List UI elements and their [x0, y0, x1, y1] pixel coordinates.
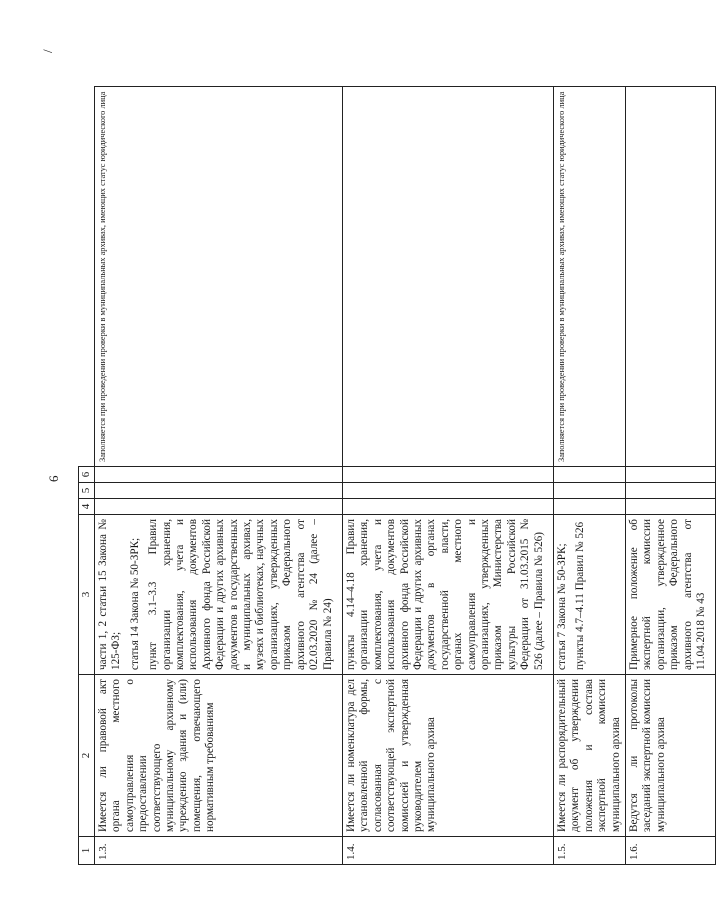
reference-line: пункты 4.7–4.11 Правил № 526	[574, 521, 587, 670]
row-question: Имеется ли номенклатура дел установленной формы, согласованная с соответствующей экспертной комиссией и утвержденная руководителем муниципального архива	[342, 675, 553, 837]
answer-cell-no[interactable]	[554, 483, 626, 499]
row-question: Имеется ли распорядительный документ об утверждении положения и состава экспертной комиссии муниципального архива	[554, 675, 626, 837]
table-row	[626, 87, 716, 865]
reference-line: пункт 3.1–3.3 Правил организации хранения, комплектования, учета и использования документов Архивного фонда Российской Федерации и других архивных документов в государственных и муниципальных архивах, музеях и библиотеках, научных организациях, утвержденных приказом Федерального архивного агентства от 02.03.2020 № 24 (далее – Правила № 24)	[147, 519, 334, 670]
reference-line: статья 7 Закона № 50-ЗРК;	[556, 543, 568, 670]
answer-cell-yes[interactable]	[95, 499, 343, 515]
answer-cell-na[interactable]	[342, 467, 553, 483]
header-cell: 1	[79, 837, 95, 865]
header-spacer	[79, 87, 95, 467]
row-references	[554, 515, 626, 675]
table-row	[342, 87, 553, 865]
header-cell: 6	[79, 467, 95, 483]
header-cell: 4	[79, 499, 95, 515]
row-number: 1.3.	[95, 837, 343, 865]
answer-cell-yes[interactable]	[626, 499, 716, 515]
row-question: Ведутся ли протоколы заседаний экспертной комиссии муниципального архива	[626, 675, 716, 837]
row-number: 1.6.	[626, 837, 716, 865]
answer-cell-na[interactable]	[626, 467, 716, 483]
header-cell: 5	[79, 483, 95, 499]
row-note	[626, 87, 716, 467]
row-question: Имеется ли правовой акт органа местного самоуправления о предоставлении соответствующего муниципальному архивному учреждению здания и (или) помещения, отвечающего нормативным требованиям	[95, 675, 343, 837]
row-note: Заполняется при проведении проверки в муниципальных архивах, имеющих статус юридического лица	[554, 87, 626, 467]
table-row	[554, 87, 626, 865]
row-references	[342, 515, 553, 675]
header-cell: 2	[79, 675, 95, 837]
page-mark: /	[40, 49, 55, 53]
page-number: 6	[46, 475, 61, 482]
row-note	[342, 87, 553, 467]
reference-line: части 1, 2 статьи 15 Закона № 125-ФЗ;	[97, 519, 123, 670]
row-references	[626, 515, 716, 675]
answer-cell-yes[interactable]	[342, 499, 553, 515]
header-cell: 3	[79, 515, 95, 675]
reference-line: Примерное положение об экспертной комиссии организации, утвержденное приказом Федерального архивного агентства от 11.04.2018 № 43	[628, 519, 708, 670]
answer-cell-no[interactable]	[626, 483, 716, 499]
answer-cell-na[interactable]	[95, 467, 343, 483]
table-header-row	[79, 87, 95, 865]
answer-cell-no[interactable]	[342, 483, 553, 499]
answer-cell-yes[interactable]	[554, 499, 626, 515]
answer-cell-no[interactable]	[95, 483, 343, 499]
table-row	[95, 87, 343, 865]
answer-cell-na[interactable]	[554, 467, 626, 483]
reference-line: пункты 4.14–4.18 Правил организации хранения, комплектования, учета и использования документов архивного фонда Российской Федерации и других архивных документов в органах государственной власти, органах местного самоуправления и организациях, утвержденных приказом Министерства культуры Российской Федерации от 31.03.2015 № 526 (далее – Правила № 526)	[344, 519, 545, 670]
rotated-content	[40, 35, 708, 865]
row-references	[95, 515, 343, 675]
row-note: Заполняется при проведении проверки в муниципальных архивах, имеющих статус юридического лица	[95, 87, 343, 467]
reference-line: статья 14 Закона № 50-ЗРК;	[128, 537, 141, 670]
checklist-table	[78, 86, 716, 865]
row-number: 1.4.	[342, 837, 553, 865]
row-number: 1.5.	[554, 837, 626, 865]
